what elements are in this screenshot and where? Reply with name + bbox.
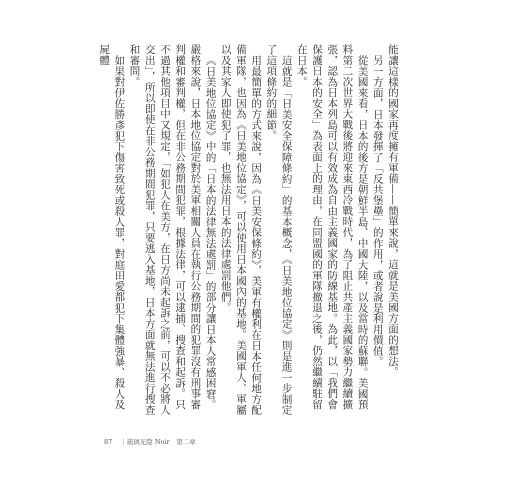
page-number: 87 — [104, 438, 113, 446]
vertical-text-body — [98, 44, 400, 418]
paragraph: 如果對伊佐勝彥犯下傷害致死或殺人罪，對庭田愛都犯下集體強暴、殺人及屍體 — [98, 44, 126, 410]
paragraph: 能讓這樣的國家再度擁有軍備——簡單來說，這就是美國方面的想法。 — [387, 44, 399, 378]
paragraph: 用最簡單的方式來說，因為《日美安保條約》，美軍有權利在日本任何地方配備軍隊，也因為《日美地位協定》，可以使用日本國內的基地。美國軍人、軍屬以及其家人即使犯了罪，也無法用日本的法律處罰他們。 — [219, 44, 263, 415]
running-title: ｜琉璃光陰 Noir 第二章 — [120, 438, 196, 446]
paragraph: 這就是「日美安全保障條約」的基本概念，《日美地位協定》則是進一步制定了這項條約的細節。 — [265, 44, 293, 415]
paragraph: 另一方面，日本發揮了「反共堡壘」的作用，或者說是利用價值。 — [371, 54, 384, 367]
paragraph: 《日美地位協定》中的「日本的法律無法處罰」的部分讓日本人常感困窘。嚴格來說，日本地位協定對於美軍相關人員在執行公務期間的犯罪沒有刑事審判權和審判權，但在非公務期間犯罪，根據法律，可以逮捕、搜查和起訴。只不過其他項目中又規定，「如犯人在美方，在日方尚未起訴之前，可以不必將人交出」，所以即使在非公務期間犯罪，只要逃入基地，日本方面就無法進行搜查和審問。 — [128, 44, 217, 415]
paragraph: 從美國來看，日本的後方是朝鮮半島、中國大陸，以及當時的蘇聯。美國預料第二次世界大戰後將迎來東西冷戰時代，為了阻止共產主義國家勢力繼續擴張，認為日本列島可以有效成為自由主義國家的防線基地。為此，以「我們會保護日本的安全」為表面上的理由，在同盟國的軍隊撤退之後，仍然繼續駐留在日本。 — [295, 44, 369, 410]
page-footer — [104, 437, 204, 446]
